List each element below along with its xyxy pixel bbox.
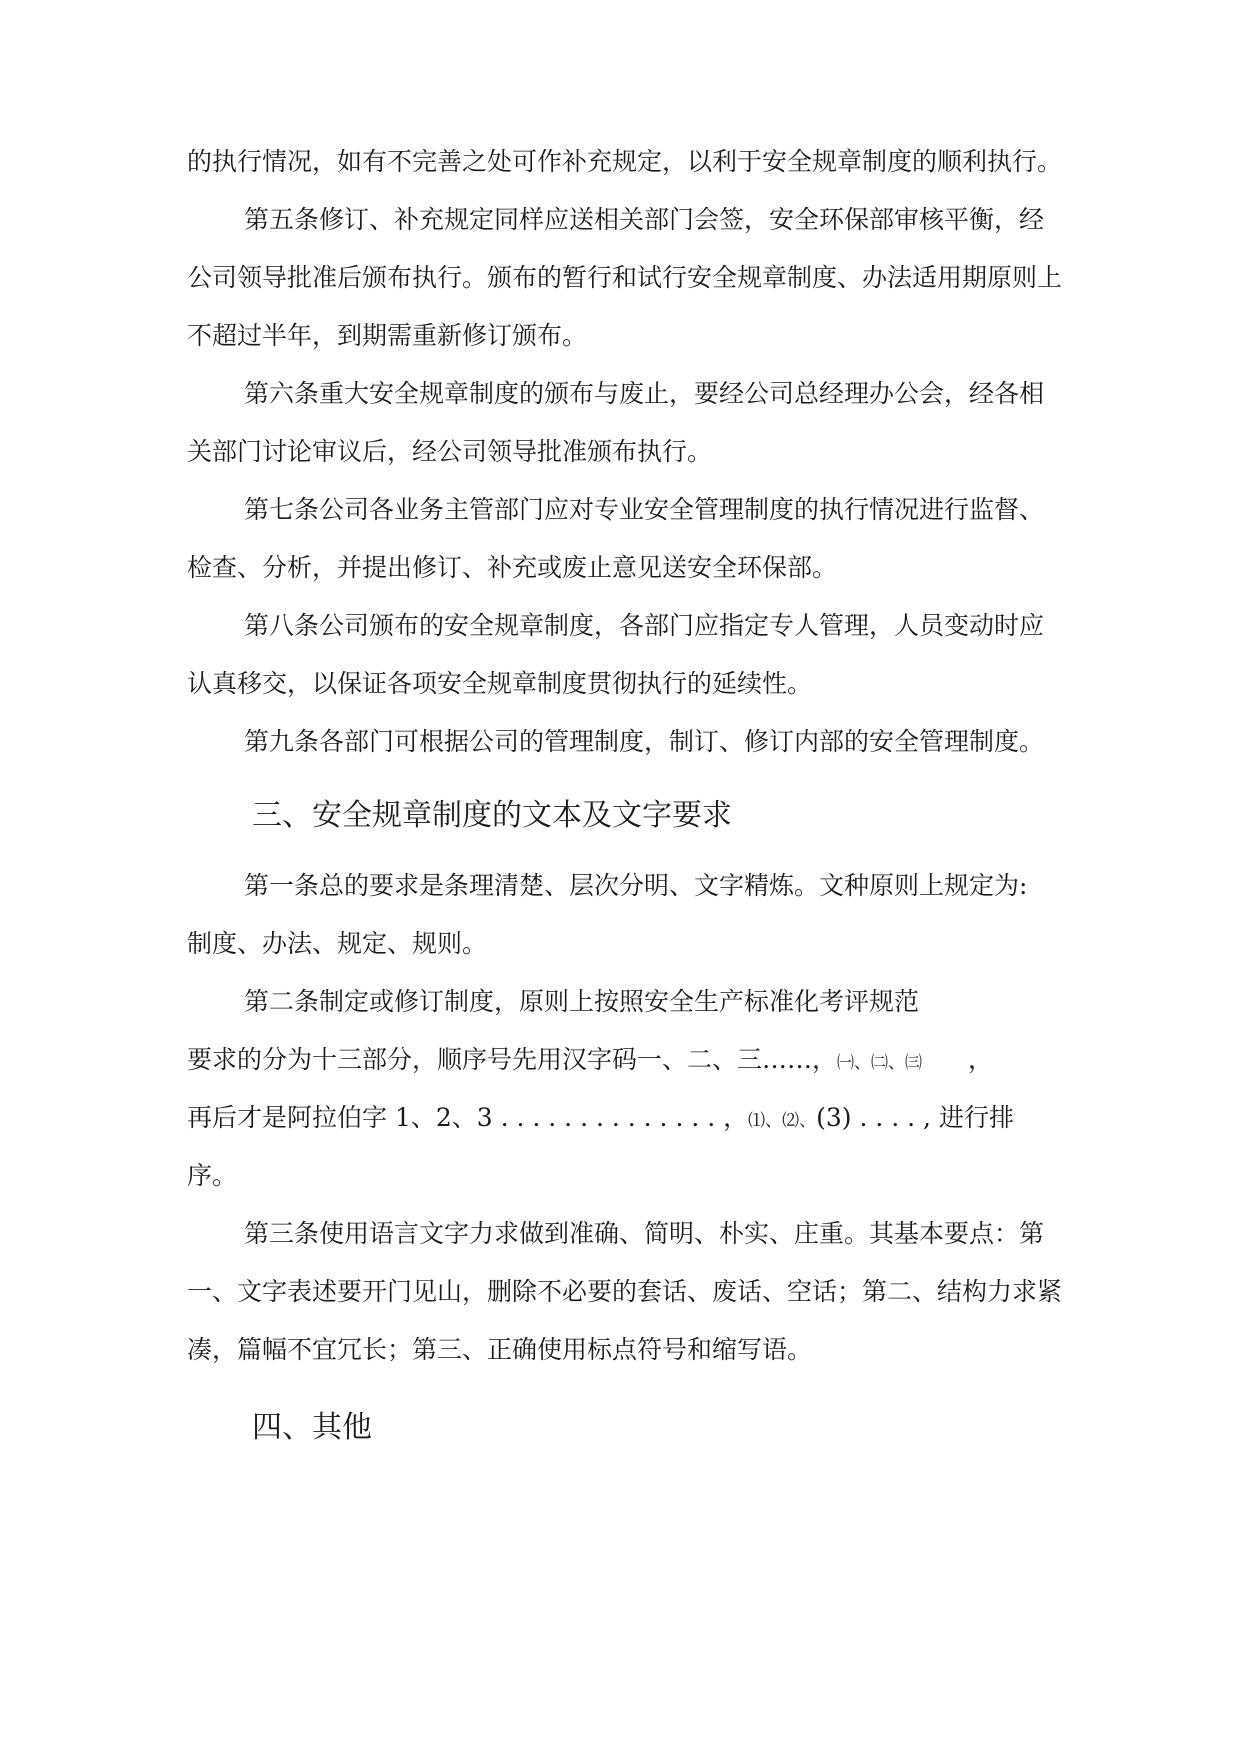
section3-article-2-line-1: 第二条制定或修订制度，原则上按照安全生产标准化考评规范 (244, 987, 920, 1016)
section-3-heading: 三、安全规章制度的文本及文字要求 (252, 798, 732, 833)
numbering-text: 再后才是阿拉伯字 1、2、3 . . . . . . . . . . . . . . ， (187, 1103, 749, 1132)
article-6-line-2: 关部门讨论审议后，经公司领导批准颁布执行。 (187, 437, 713, 466)
article-5-line-2: 公司领导批准后颁布执行。颁布的暂行和试行安全规章制度、办法适用期原则上 (187, 263, 1063, 292)
section3-article-3-line-2: 一、文字表述要开门见山，删除不必要的套话、废话、空话；第二、结构力求紧 (187, 1277, 1063, 1306)
section3-article-3-line-3: 凑，篇幅不宜冗长；第三、正确使用标点符号和缩写语。 (187, 1335, 813, 1364)
paragraph-line: 的执行情况，如有不完善之处可作补充规定，以利于安全规章制度的顺利执行。 (187, 147, 1063, 176)
article-8-line-2: 认真移交，以保证各项安全规章制度贯彻执行的延续性。 (187, 669, 813, 698)
section3-article-2-line-2 (187, 1043, 993, 1080)
trailing-comma: ， (968, 1045, 994, 1074)
section3-article-2-line-4: 序。 (187, 1161, 238, 1190)
chinese-numbering-marks: ㈠、㈡、㈢ (837, 1053, 923, 1073)
section3-article-3-line-1: 第三条使用语言文字力求做到准确、简明、朴实、庄重。其基本要点：第 (244, 1219, 1045, 1248)
article-8-line-1: 第八条公司颁布的安全规章制度，各部门应指定专人管理，人员变动时应 (244, 611, 1045, 640)
article-7-line-1: 第七条公司各业务主管部门应对专业安全管理制度的执行情况进行监督、 (244, 495, 1045, 524)
arabic-numbering-marks: ⑴、⑵、 (748, 1111, 817, 1131)
article-9-line-1: 第九条各部门可根据公司的管理制度，制订、修订内部的安全管理制度。 (244, 727, 1045, 756)
section3-article-1-line-1: 第一条总的要求是条理清楚、层次分明、文字精炼。文种原则上规定为: (244, 871, 1028, 900)
article-6-line-1: 第六条重大安全规章制度的颁布与废止，要经公司总经理办公会，经各相 (244, 379, 1045, 408)
numbering-text: 要求的分为十三部分，顺序号先用汉字码一、二、三……， (187, 1045, 838, 1074)
numbering-text-end: (3) . . . . , 进行排 (816, 1103, 1014, 1132)
section-4-heading: 四、其他 (252, 1410, 372, 1445)
section3-article-1-line-2: 制度、办法、规定、规则。 (187, 929, 488, 958)
article-5-line-3: 不超过半年，到期需重新修订颁布。 (187, 321, 588, 350)
article-7-line-2: 检查、分析，并提出修订、补充或废止意见送安全环保部。 (187, 553, 838, 582)
section3-article-2-line-3 (187, 1101, 1014, 1138)
article-5-line-1: 第五条修订、补充规定同样应送相关部门会签，安全环保部审核平衡，经 (244, 205, 1045, 234)
